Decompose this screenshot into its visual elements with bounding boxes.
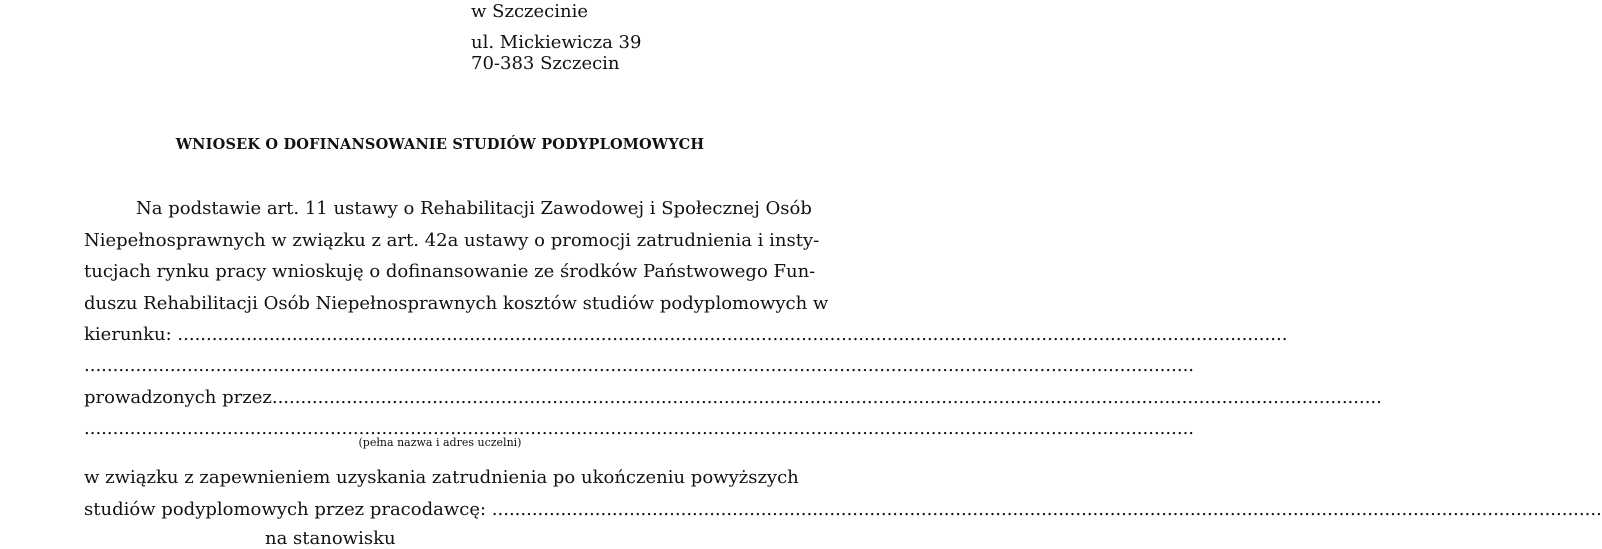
- paragraph-line-4: duszu Rehabilitacji Osób Niepełnosprawnych kosztów studiów podyplomowych w: [84, 293, 829, 314]
- address-postal-city: 70-383 Szczecin: [471, 53, 620, 74]
- document-title: WNIOSEK O DOFINANSOWANIE STUDIÓW PODYPLOMOWYCH: [175, 136, 705, 153]
- field-prowadzonych-label: prowadzonych przez: [84, 387, 272, 408]
- fill-dots: ..................................................................................................................................................................................................: [177, 324, 1288, 345]
- field-prowadzonych: [84, 387, 1382, 408]
- paragraph-line-3: tucjach rynku pracy wnioskuję o dofinansowanie ze środków Państwowego Fun-: [84, 261, 816, 282]
- paragraph-line-1: Na podstawie art. 11 ustawy o Rehabilitacji Zawodowej i Społecznej Osób: [136, 198, 812, 219]
- fill-dots: ..................................................................................................................................................................................................: [271, 387, 1382, 408]
- caption-uczelnia: (pełna nazwa i adres uczelni): [358, 436, 522, 449]
- employment-line-3-partial: na stanowisku: [265, 528, 396, 549]
- address-line-partial: w Szczecinie: [471, 1, 588, 22]
- fill-dots: ..................................................................................................................................................................................................: [491, 499, 1602, 520]
- fill-line-kierunek-2: ..................................................................................................................................................................................................: [84, 355, 1195, 376]
- address-street: ul. Mickiewicza 39: [471, 32, 642, 53]
- field-pracodawca: [84, 499, 1602, 520]
- field-pracodawca-label: studiów podyplomowych przez pracodawcę:: [84, 499, 492, 520]
- field-kierunek: [84, 324, 1288, 345]
- paragraph-line-2: Niepełnosprawnych w związku z art. 42a ustawy o promocji zatrudnienia i insty-: [84, 230, 820, 251]
- field-kierunek-label: kierunku:: [84, 324, 178, 345]
- employment-line-1: w związku z zapewnieniem uzyskania zatrudnienia po ukończeniu powyższych: [84, 467, 799, 488]
- fill-line-uczelnia: ..................................................................................................................................................................................................: [84, 418, 1195, 439]
